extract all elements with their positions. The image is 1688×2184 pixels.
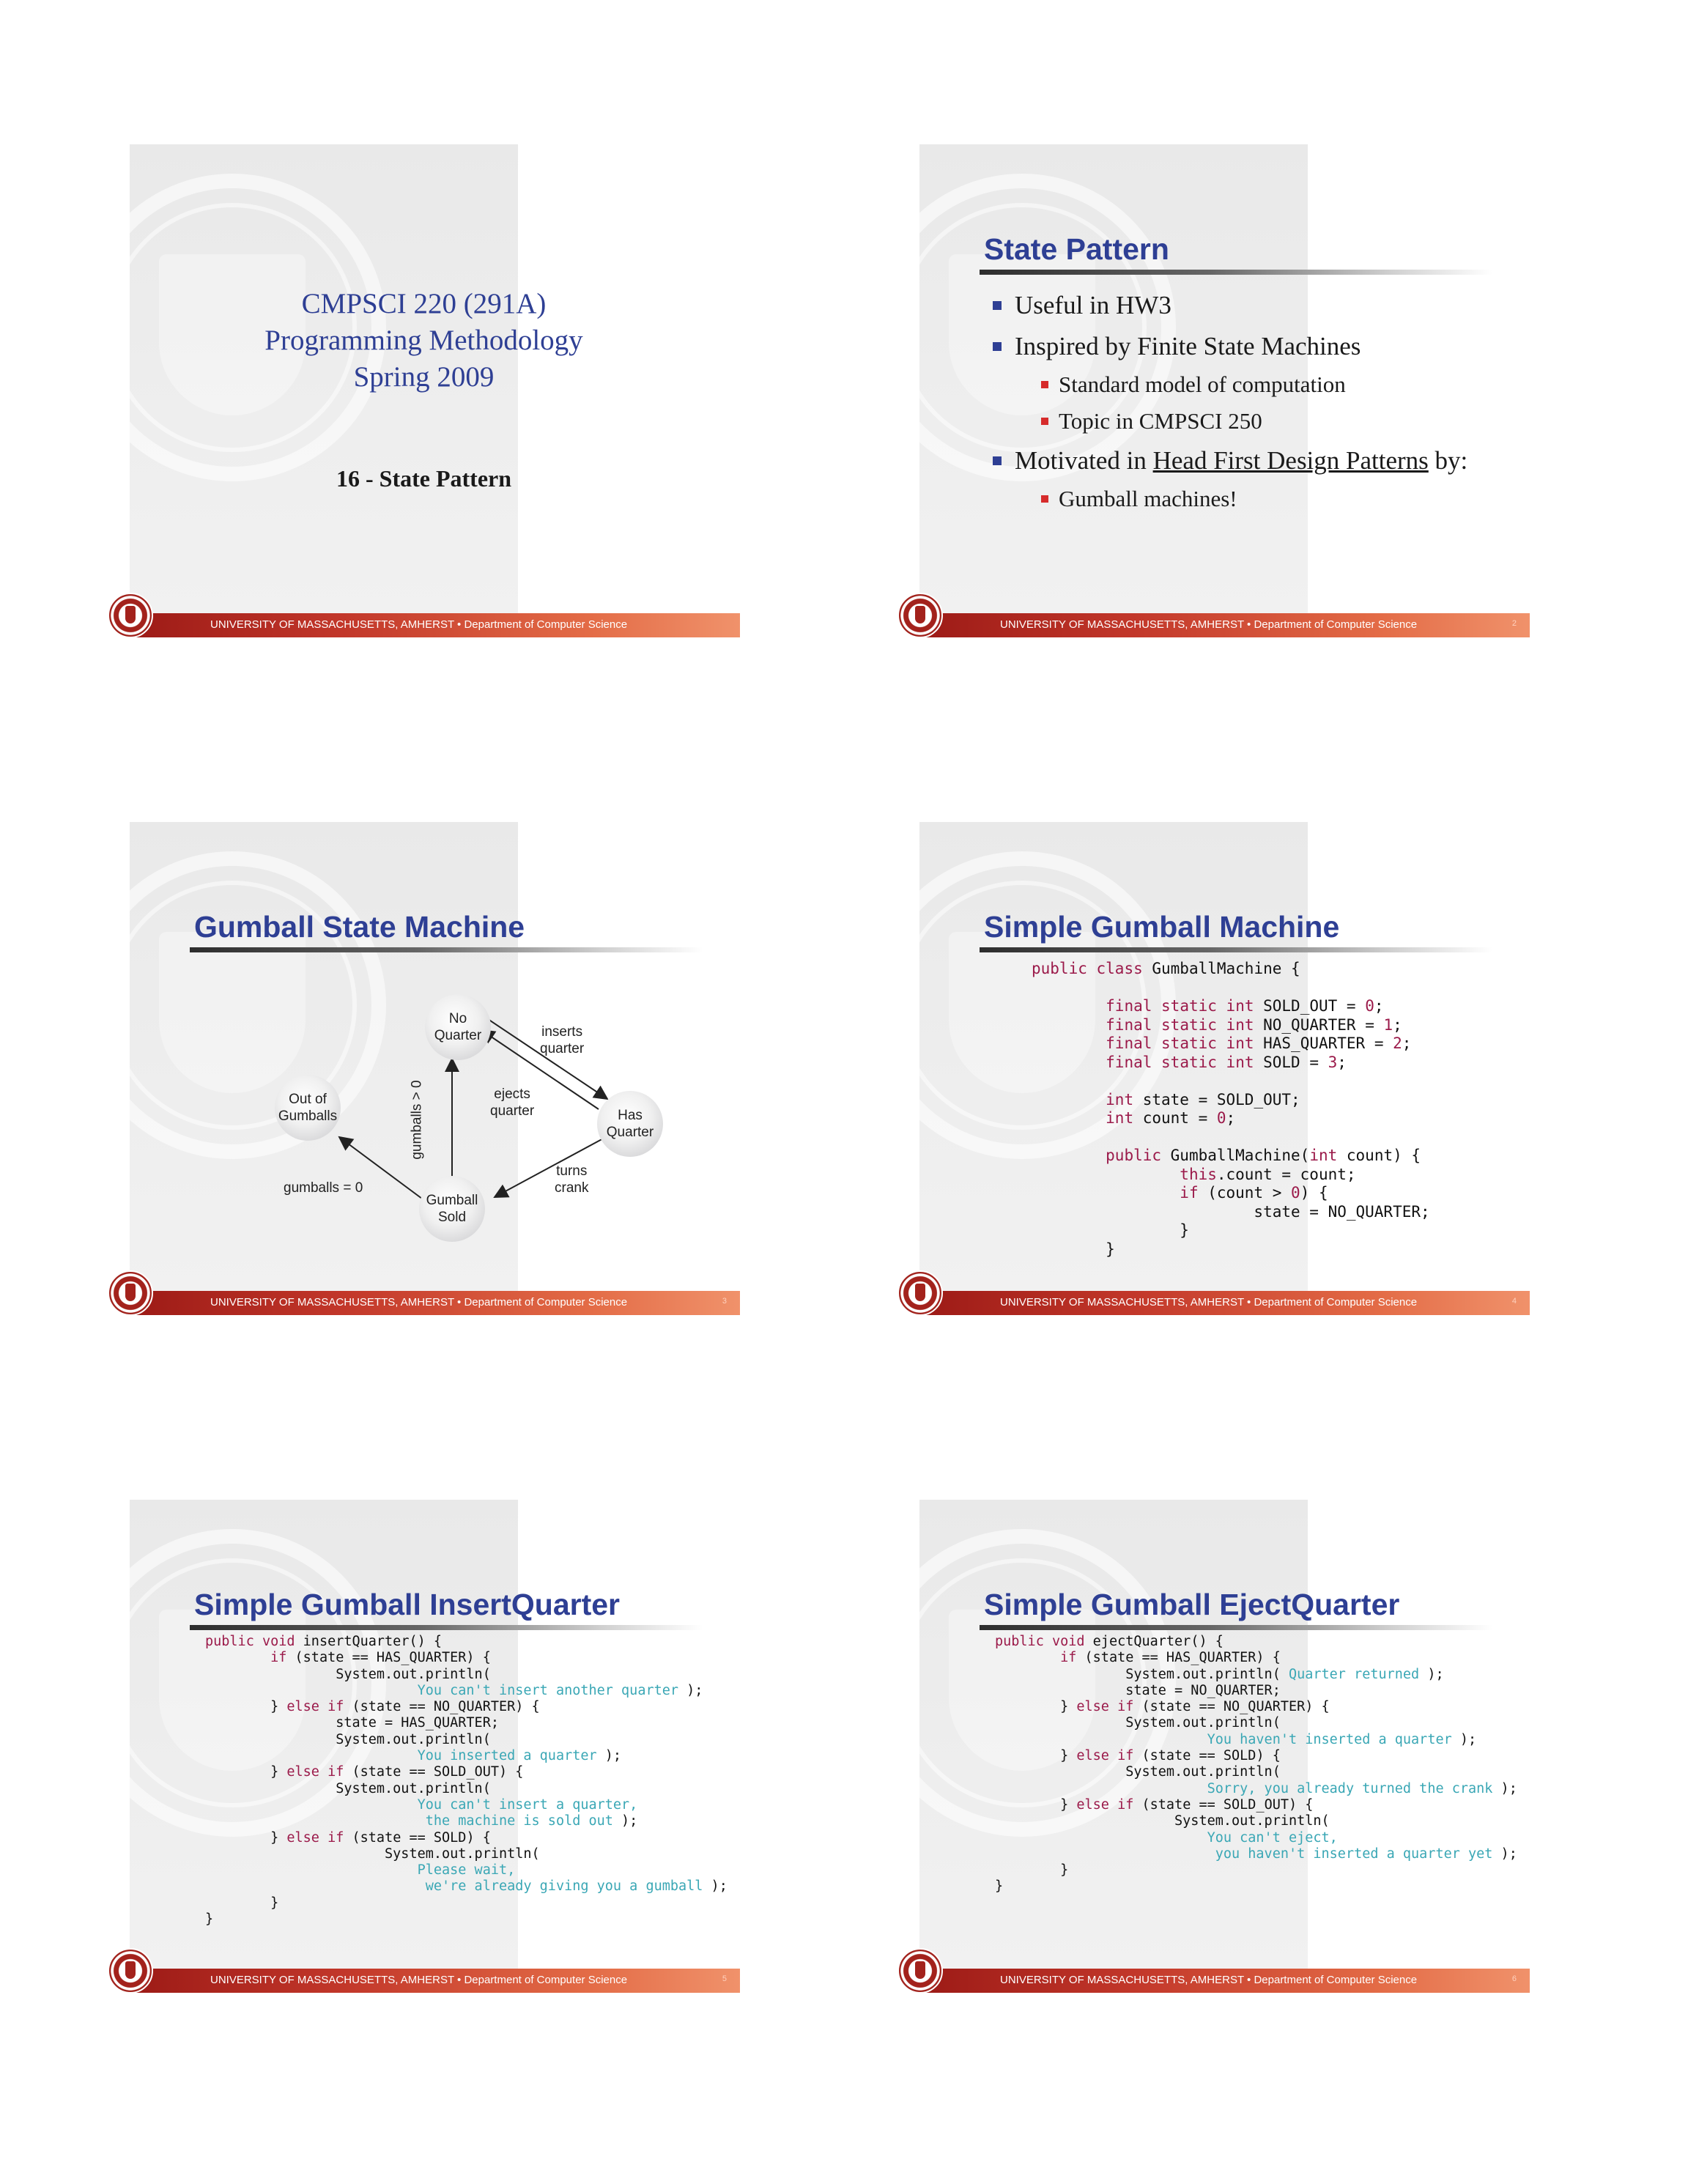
code-line: } else if (state == SOLD_OUT) { <box>995 1796 1314 1813</box>
course-number: CMPSCI 220 (291A) <box>301 288 547 319</box>
umass-seal-logo <box>897 593 943 638</box>
bullet-3: Motivated in Head First Design Patterns by: <box>993 446 1467 475</box>
code-line: if (count > 0) { <box>1180 1184 1328 1202</box>
code-line: } else if (state == NO_QUARTER) { <box>205 1699 540 1715</box>
code-line: You can't eject, <box>1207 1829 1338 1846</box>
page-number: 4 <box>1511 1297 1517 1306</box>
bullet-2: Inspired by Finite State Machines <box>993 332 1361 361</box>
slide-title: Simple Gumball EjectQuarter <box>984 1588 1400 1621</box>
code-block <box>205 1634 728 1928</box>
slide-6 <box>897 1500 1530 1993</box>
code-line: final static int NO_QUARTER = 1; <box>1106 1015 1402 1034</box>
code-line: } <box>995 1878 1004 1895</box>
code-line <box>1032 1128 1430 1147</box>
umass-seal-logo <box>108 593 153 638</box>
label-gumballs-gt-zero: gumballs > 0 <box>409 1080 425 1160</box>
slide-title: Simple Gumball Machine <box>984 910 1340 944</box>
code-line <box>1032 979 1430 998</box>
edge-turns-crank <box>495 1137 606 1197</box>
sub-bullet-2: Topic in CMPSCI 250 <box>1041 408 1262 434</box>
code-line: System.out.println( <box>205 1846 540 1862</box>
code-line: int state = SOLD_OUT; <box>1106 1090 1300 1108</box>
footer-department: Department of Computer Science <box>464 618 628 631</box>
code-line: You can't insert another quarter ); <box>417 1682 703 1698</box>
slide-3 <box>108 822 740 1315</box>
course-term: Spring 2009 <box>353 361 495 393</box>
code-line: You haven't inserted a quarter ); <box>1207 1731 1477 1747</box>
code-line: } else if (state == SOLD) { <box>205 1829 491 1846</box>
code-line: System.out.println( Quarter returned ); <box>995 1666 1444 1682</box>
slide-footer: UNIVERSITY OF MASSACHUSETTS, AMHERST • Department of Computer Science 5 <box>130 1969 740 1993</box>
code-line: } <box>205 1911 214 1928</box>
title-underline <box>980 1625 1492 1630</box>
code-line: } else if (state == SOLD_OUT) { <box>205 1764 524 1780</box>
code-line: final static int HAS_QUARTER = 2; <box>1106 1034 1412 1052</box>
slide-footer: UNIVERSITY OF MASSACHUSETTS, AMHERST • Department of Computer Science 4 <box>919 1291 1530 1315</box>
code-line: public void insertQuarter() { <box>205 1634 443 1649</box>
code-line: System.out.println( <box>995 1813 1330 1829</box>
code-block <box>1032 960 1430 1259</box>
umass-seal-logo <box>108 1948 153 1994</box>
code-line: final static int SOLD_OUT = 0; <box>1106 997 1384 1015</box>
page-number: 6 <box>1511 1974 1517 1983</box>
title-underline <box>190 1625 703 1630</box>
code-line: this.count = count; <box>1180 1165 1356 1183</box>
slide-footer: UNIVERSITY OF MASSACHUSETTS, AMHERST • Department of Computer Science <box>130 613 740 637</box>
code-line: state = NO_QUARTER; <box>1032 1202 1430 1221</box>
code-line: You can't insert a quarter, <box>417 1796 638 1813</box>
label-turns-crank: turns crank <box>555 1163 589 1196</box>
label-gumballs-zero: gumballs = 0 <box>284 1180 363 1196</box>
code-line: we're already giving you a gumball ); <box>417 1878 728 1895</box>
code-line: } <box>1032 1240 1115 1258</box>
code-line: Please wait, <box>417 1862 516 1878</box>
code-line: } else if (state == NO_QUARTER) { <box>995 1699 1330 1715</box>
code-line: state = HAS_QUARTER; <box>205 1715 499 1731</box>
code-line: public class GumballMachine { <box>1032 960 1300 977</box>
code-line: } <box>1032 1221 1189 1239</box>
code-line: System.out.println( <box>205 1666 491 1682</box>
code-line: public void ejectQuarter() { <box>995 1634 1224 1649</box>
code-line: } <box>995 1862 1069 1878</box>
slide-1 <box>108 144 740 637</box>
sub-bullet-1: Standard model of computation <box>1041 371 1346 398</box>
title-underline <box>980 270 1492 275</box>
title-underline <box>980 947 1492 952</box>
code-line: System.out.println( <box>205 1780 491 1796</box>
code-line: if (state == HAS_QUARTER) { <box>270 1650 491 1666</box>
label-inserts-quarter: inserts quarter <box>540 1024 585 1056</box>
slide-footer: UNIVERSITY OF MASSACHUSETTS, AMHERST • Department of Computer Science 6 <box>919 1969 1530 1993</box>
code-line: state = NO_QUARTER; <box>995 1682 1281 1698</box>
code-line: int count = 0; <box>1106 1109 1236 1127</box>
sub-bullet-3: Gumball machines! <box>1041 486 1237 512</box>
state-gumball-sold: Gumball Sold <box>419 1176 485 1242</box>
umass-seal-logo <box>108 1270 153 1316</box>
code-line <box>1032 1072 1430 1091</box>
page-number: 5 <box>722 1974 727 1983</box>
code-line: You inserted a quarter ); <box>417 1748 622 1764</box>
slide-5 <box>108 1500 740 1993</box>
bullet-1: Useful in HW3 <box>993 291 1171 320</box>
footer-university: UNIVERSITY OF MASSACHUSETTS, AMHERST <box>210 618 454 631</box>
code-line: Sorry, you already turned the crank ); <box>1207 1780 1517 1796</box>
code-line: } else if (state == SOLD) { <box>995 1748 1281 1764</box>
code-line: final static int SOLD = 3; <box>1106 1053 1347 1071</box>
slide-2 <box>897 144 1530 637</box>
slide-title: Simple Gumball InsertQuarter <box>194 1588 620 1621</box>
code-line: System.out.println( <box>205 1731 491 1747</box>
umass-seal-logo <box>897 1270 943 1316</box>
slide-4 <box>897 822 1530 1315</box>
state-no-quarter: No Quarter <box>425 994 491 1060</box>
lecture-title: 16 - State Pattern <box>336 465 512 492</box>
slide-footer: UNIVERSITY OF MASSACHUSETTS, AMHERST • Department of Computer Science 2 <box>919 613 1530 637</box>
code-block <box>995 1634 1517 1895</box>
umass-seal-logo <box>897 1948 943 1994</box>
label-ejects-quarter: ejects quarter <box>490 1087 535 1119</box>
code-line: System.out.println( <box>995 1715 1281 1731</box>
slide-footer: UNIVERSITY OF MASSACHUSETTS, AMHERST • Department of Computer Science 3 <box>130 1291 740 1315</box>
code-line: System.out.println( <box>995 1764 1281 1780</box>
code-line: you haven't inserted a quarter yet ); <box>1207 1846 1517 1862</box>
state-has-quarter: Has Quarter <box>597 1091 663 1157</box>
code-line: the machine is sold out ); <box>417 1813 638 1829</box>
code-line: } <box>205 1895 279 1911</box>
code-line: if (state == HAS_QUARTER) { <box>1060 1650 1281 1666</box>
page-number: 3 <box>722 1297 727 1306</box>
course-title: Programming Methodology <box>264 325 583 356</box>
state-out-of-gumballs: Out of Gumballs <box>275 1075 341 1141</box>
book-title: Head First Design Patterns <box>1152 446 1429 475</box>
slide-title: State Pattern <box>984 232 1169 266</box>
code-line: public GumballMachine(int count) { <box>1106 1147 1421 1164</box>
page-number: 2 <box>1511 619 1517 628</box>
slide-title: Gumball State Machine <box>194 910 525 944</box>
